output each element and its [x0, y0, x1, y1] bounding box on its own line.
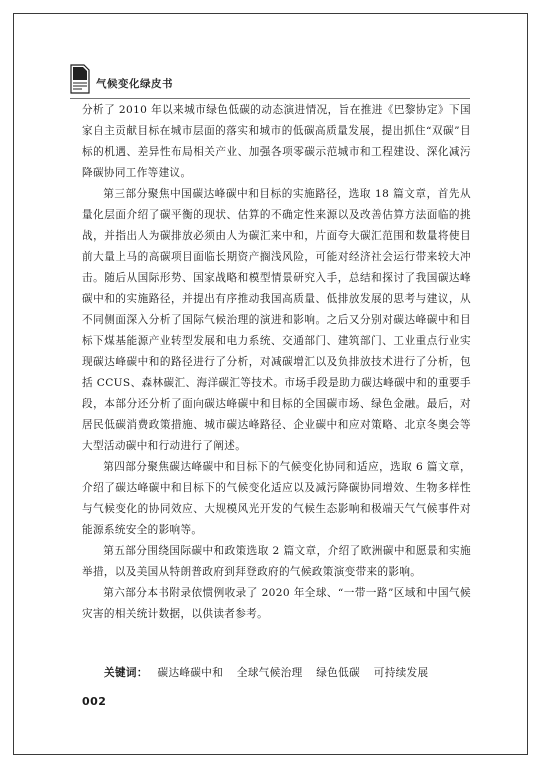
book-logo-icon	[70, 64, 90, 94]
keyword: 全球气候治理	[236, 667, 303, 679]
keywords-label: 关键词：	[104, 667, 148, 679]
paragraph: 分析了 2010 年以来城市绿色低碳的动态演进情况，旨在推进《巴黎协定》下国家自主贡献目标在城市层面的落实和城市的低碳高质量发展，提出抓住“双碳”目标的机遇、差异性布局相关产业、加强各项零碳示范城市和工程建设、深化减污降碳协同工作等建议。	[82, 104, 471, 179]
keyword: 可持续发展	[373, 667, 429, 679]
paragraph: 第三部分聚焦中国碳达峰碳中和目标的实施路径，选取 18 篇文章，首先从量化层面介绍了碳平衡的现状、估算的不确定性来源以及改善估算方法面临的挑战，并指出人为碳排放必须由人为碳汇来中和，片面夸大碳汇范围和数量将使目前大量上马的高碳项目面临长期资产搁浅风险，可能对经济社会运行带来较大冲击。随后从国际形势、国家战略和模型情景研究入手，总结和探讨了我国碳达峰碳中和的实施路径，并提出有序推动我国高质量、低排放发展的思考与建议，从不同侧面深入分析了国际气候治理的演进和影响。之后又分别对碳达峰碳中和目标下煤基能源产业转型发展和电力系统、交通部门、建筑部门、工业重点行业实现碳达峰碳中和的路径进行了分析，对减碳增汇以及负排放技术进行了分析，包括 CCUS、森林碳汇、海洋碳汇等技术。市场手段是助力碳达峰碳中和的重要手段，本部分还分析了面向碳达峰碳中和目标的全国碳市场、绿色金融。最后，对居民低碳消费政策措施、城市碳达峰路径、企业碳中和应对策略、北京冬奥会等大型活动碳中和行动进行了阐述。	[82, 188, 471, 452]
keywords-line	[104, 665, 474, 681]
page-number: 002	[82, 695, 107, 708]
keyword: 绿色低碳	[316, 667, 361, 679]
paragraph: 第四部分聚焦碳达峰碳中和目标下的气候变化协同和适应，选取 6 篇文章，介绍了碳达峰碳中和目标下的气候变化适应以及减污降碳协同增效、生物多样性与气候变化的协同效应、大规模风光开发的气候生态影响和极端天气气候事件对能源系统安全的影响等。	[82, 461, 471, 536]
header-title: 气候变化绿皮书	[96, 78, 173, 90]
paragraph: 第六部分本书附录依惯例收录了 2020 年全球、“一带一路”区域和中国气候灾害的相关统计数据，以供读者参考。	[82, 587, 471, 620]
running-header	[70, 64, 173, 94]
keyword: 碳达峰碳中和	[157, 667, 224, 679]
header-rule	[70, 98, 470, 99]
body-text	[82, 100, 471, 625]
paragraph: 第五部分围绕国际碳中和政策选取 2 篇文章，介绍了欧洲碳中和愿景和实施举措，以及美国从特朗普政府到拜登政府的气候政策演变带来的影响。	[82, 545, 471, 578]
